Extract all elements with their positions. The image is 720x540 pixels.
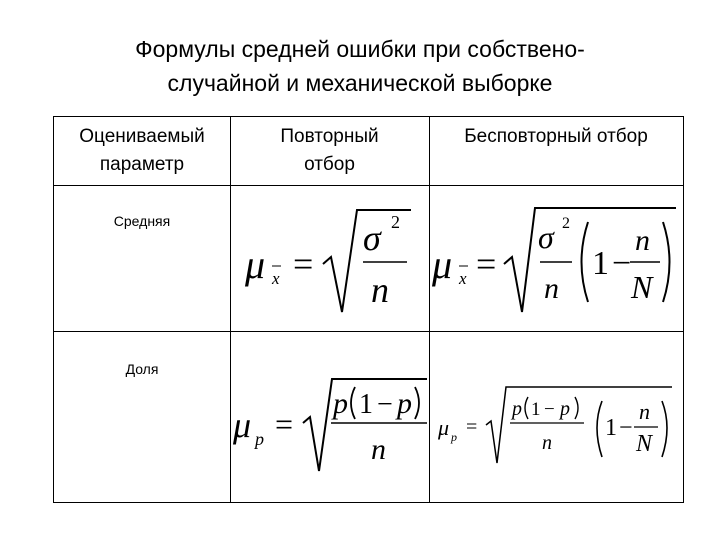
- svg-text:n: n: [635, 224, 650, 257]
- header-row-divider: [54, 185, 683, 186]
- svg-text:1: 1: [605, 415, 617, 441]
- svg-text:n: n: [542, 432, 552, 454]
- svg-text:N: N: [631, 269, 653, 305]
- formula-proportion-non-repeated: [434, 383, 680, 483]
- formula-mean-repeated: [239, 202, 424, 322]
- svg-text:σ: σ: [538, 219, 554, 255]
- svg-text:n: n: [639, 399, 650, 424]
- formula-mean-non-repeated: [430, 202, 682, 322]
- svg-text:N: N: [636, 431, 653, 457]
- svg-text:n: n: [371, 270, 389, 310]
- slide-title: [60, 32, 660, 100]
- svg-text:σ: σ: [363, 218, 381, 258]
- svg-text:p: p: [397, 387, 412, 420]
- svg-text:−: −: [544, 399, 555, 420]
- svg-text:n: n: [371, 433, 386, 466]
- svg-text:p: p: [451, 430, 457, 444]
- svg-text:1: 1: [531, 399, 541, 420]
- title-line-2: случайной и механической выборке: [167, 70, 553, 96]
- svg-text:x: x: [459, 269, 467, 288]
- svg-text:x: x: [272, 269, 280, 288]
- svg-text:p: p: [255, 429, 264, 449]
- formula-table: [53, 116, 684, 503]
- svg-text:p: p: [512, 398, 522, 420]
- svg-text:−: −: [377, 389, 393, 420]
- svg-text:=: =: [476, 244, 497, 284]
- row-divider: [54, 331, 683, 332]
- svg-text:μ: μ: [245, 242, 266, 287]
- svg-text:−: −: [612, 245, 632, 282]
- header-non-repeated-sampling: Бесповторный отбор: [464, 126, 648, 147]
- svg-text:μ: μ: [233, 405, 252, 445]
- svg-text:2: 2: [391, 212, 400, 232]
- svg-text:−: −: [619, 415, 633, 441]
- svg-text:n: n: [544, 272, 559, 305]
- svg-text:2: 2: [562, 215, 570, 232]
- svg-text:p: p: [560, 398, 570, 420]
- header-repeated-sampling: Повторный отбор: [280, 126, 379, 175]
- svg-text:p: p: [333, 387, 348, 420]
- svg-text:μ: μ: [432, 242, 453, 287]
- formula-proportion-repeated: [231, 373, 428, 493]
- svg-text:μ: μ: [438, 415, 450, 440]
- svg-text:=: =: [275, 406, 294, 442]
- svg-text:1: 1: [359, 389, 373, 420]
- header-parameter: Оцениваемый параметр: [79, 126, 205, 175]
- svg-text:=: =: [466, 416, 478, 438]
- row-label-mean: Средняя: [113, 213, 171, 229]
- title-line-1: Формулы средней ошибки при собствено-: [135, 36, 585, 62]
- row-label-proportion: Доля: [125, 361, 159, 377]
- svg-text:1: 1: [592, 245, 609, 282]
- svg-text:=: =: [293, 244, 314, 284]
